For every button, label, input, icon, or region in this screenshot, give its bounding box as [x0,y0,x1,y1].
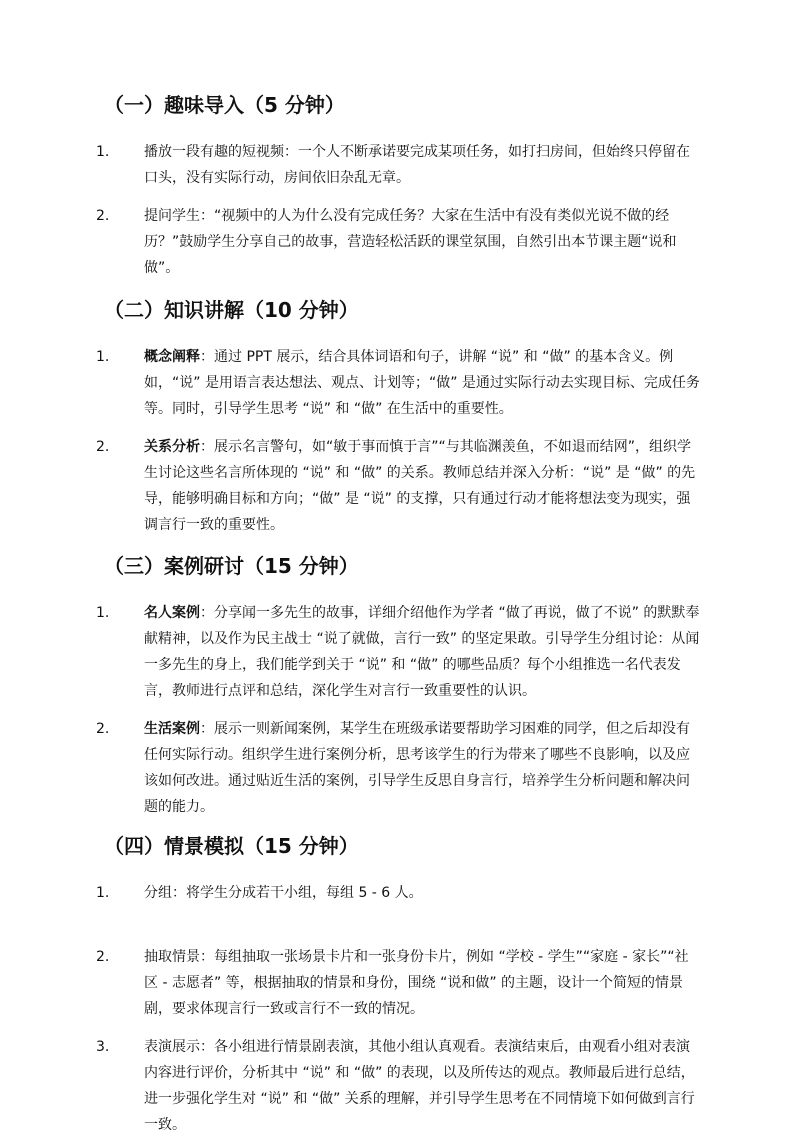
list-number: 2. [96,949,110,965]
list-number: 2. [96,721,110,737]
item-colon: ： [200,605,214,621]
section-knowledge-explanation [96,297,698,538]
item-label: 概念阐释 [144,349,200,365]
list-item-text: 通过 PPT 展示，结合具体词语和句子，讲解 “说” 和 “做” 的基本含义。例如，“说” 是用语言表达想法、观点、计划等；“做” 是通过实际行动去实现目标、完成任务等。同时，引导学生思考 “说” 和 “做” 在生活中的重要性。 [144,349,700,417]
item-colon: ： [200,349,214,365]
list-item [96,203,698,281]
list-number: 2. [96,208,110,224]
list-item [96,139,698,191]
numbered-list [96,344,698,538]
list-item [96,600,698,704]
item-label: 名人案例 [144,605,200,621]
section-fun-introduction [96,92,698,281]
list-item-content [144,434,700,538]
item-colon: ： [200,721,214,737]
list-item-text: 分组：将学生分成若干小组，每组 5 - 6 人。 [144,885,423,901]
list-item-text: 播放一段有趣的短视频：一个人不断承诺要完成某项任务，如打扫房间，但始终只停留在口头，没有实际行动，房间依旧杂乱无章。 [144,144,690,186]
list-item-text: 提问学生：“视频中的人为什么没有完成任务？大家在生活中有没有类似光说不做的经历？”鼓励学生分享自己的故事，营造轻松活跃的课堂氛围，自然引出本节课主题“说和做”。 [144,208,677,276]
section-title: （一）趣味导入（5 分钟） [104,93,345,117]
list-number: 1. [96,885,110,901]
section-title: （三）案例研讨（15 分钟） [104,554,359,578]
section-case-study [96,553,698,820]
list-item-text: 展示名言警句，如“敏于事而慎于言”“与其临渊羡鱼，不如退而结网”，组织学生讨论这些名言所体现的 “说” 和 “做” 的关系。教师总结并深入分析：“说” 是 “做” 的先导，能够明确目标和方向；“做” 是 “说” 的支撑，只有通过行动才能将想法变为现实，强调言行一致的重要性。 [144,439,696,533]
list-item-content [144,716,700,820]
list-number: 3. [96,1039,110,1055]
item-label: 生活案例 [144,721,200,737]
list-item [96,944,698,1022]
list-item-text: 抽取情景：每组抽取一张场景卡片和一张身份卡片，例如 “学校 - 学生”“家庭 - 家长”“社区 - 志愿者” 等，根据抽取的情景和身份，围绕 “说和做” 的主题，设计一个简短的情景剧，要求体现言行一致或言行不一致的情况。 [144,949,689,1017]
list-item [96,716,698,820]
list-item-content [144,600,700,704]
list-number: 2. [96,439,110,455]
list-item [96,434,698,538]
section-title: （四）情景模拟（15 分钟） [104,834,359,858]
list-item-text: 展示一则新闻案例，某学生在班级承诺要帮助学习困难的同学，但之后却没有任何实际行动。组织学生进行案例分析，思考该学生的行为带来了哪些不良影响，以及应该如何改进。通过贴近生活的案例，引导学生反思自身言行，培养学生分析问题和解决问题的能力。 [144,721,690,815]
section-scenario-simulation [96,833,698,1138]
numbered-list [96,600,698,820]
list-number: 1. [96,349,110,365]
list-item [96,880,698,932]
list-item [96,344,698,422]
list-number: 1. [96,605,110,621]
numbered-list [96,139,698,281]
list-item-text: 分享闻一多先生的故事，详细介绍他作为学者 “做了再说，做了不说” 的默默奉献精神，以及作为民主战士 “说了就做，言行一致” 的坚定果敢。引导学生分组讨论：从闻一多先生的身上，我们能学到关于 “说” 和 “做” 的哪些品质？每个小组推选一名代表发言，教师进行点评和总结，深化学生对言行一致重要性的认识。 [144,605,700,699]
list-item-content [144,344,700,422]
section-title: （二）知识讲解（10 分钟） [104,298,359,322]
list-item-text: 表演展示：各小组进行情景剧表演，其他小组认真观看。表演结束后，由观看小组对表演内容进行评价，分析其中 “说” 和 “做” 的表现，以及所传达的观点。教师最后进行总结，进一步强化学生对 “说” 和 “做” 关系的理解，并引导学生思考在不同情境下如何做到言行一致。 [144,1039,695,1133]
list-item [96,1034,698,1138]
list-number: 1. [96,144,110,160]
item-colon: ： [200,439,214,455]
item-label: 关系分析 [144,439,200,455]
numbered-list [96,880,698,1138]
